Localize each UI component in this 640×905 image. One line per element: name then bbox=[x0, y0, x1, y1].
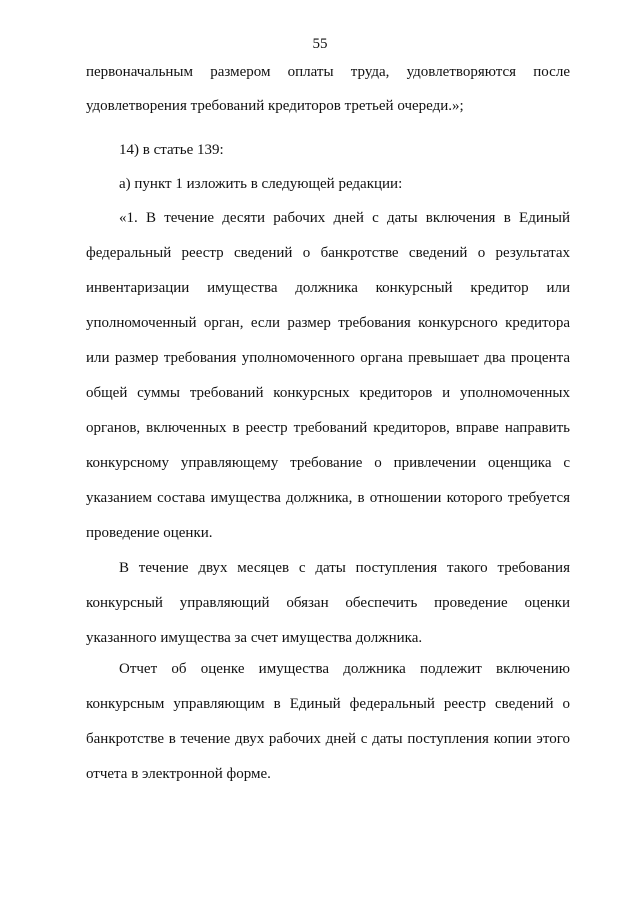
text-line: банкротстве в течение двух рабочих дней с даты поступления копии этого bbox=[86, 731, 570, 747]
text-line: общей суммы требований конкурсных кредиторов и уполномоченных bbox=[86, 385, 570, 401]
text-line: конкурсному управляющему требование о привлечении оценщика с bbox=[86, 455, 570, 471]
text-line: проведение оценки. bbox=[86, 525, 213, 541]
text-line: конкурсный управляющий обязан обеспечить проведение оценки bbox=[86, 595, 570, 611]
text-line: органов, включенных в реестр требований кредиторов, вправе направить bbox=[86, 420, 570, 436]
text-line: уполномоченный орган, если размер требования конкурсного кредитора bbox=[86, 315, 570, 331]
text-line: 14) в статье 139: bbox=[119, 142, 224, 158]
text-line: указанием состава имущества должника, в отношении которого требуется bbox=[86, 490, 570, 506]
text-line: Отчет об оценке имущества должника подлежит включению bbox=[119, 661, 570, 677]
text-line: «1. В течение десяти рабочих дней с даты включения в Единый bbox=[119, 210, 570, 226]
text-line: инвентаризации имущества должника конкурсный кредитор или bbox=[86, 280, 570, 296]
text-line: В течение двух месяцев с даты поступления такого требования bbox=[119, 560, 570, 576]
text-line: указанного имущества за счет имущества должника. bbox=[86, 630, 423, 646]
text-line: удовлетворения требований кредиторов третьей очереди.»; bbox=[86, 98, 464, 114]
text-line: первоначальным размером оплаты труда, удовлетворяются после bbox=[86, 64, 570, 80]
page-number: 55 bbox=[312, 36, 328, 52]
text-line: конкурсным управляющим в Единый федеральный реестр сведений о bbox=[86, 696, 570, 712]
text-line: или размер требования уполномоченного органа превышает два процента bbox=[86, 350, 570, 366]
text-line: а) пункт 1 изложить в следующей редакции: bbox=[119, 176, 403, 192]
body-text bbox=[86, 0, 570, 905]
text-line: федеральный реестр сведений о банкротстве сведений о результатах bbox=[86, 245, 570, 261]
text-line: отчета в электронной форме. bbox=[86, 766, 271, 782]
